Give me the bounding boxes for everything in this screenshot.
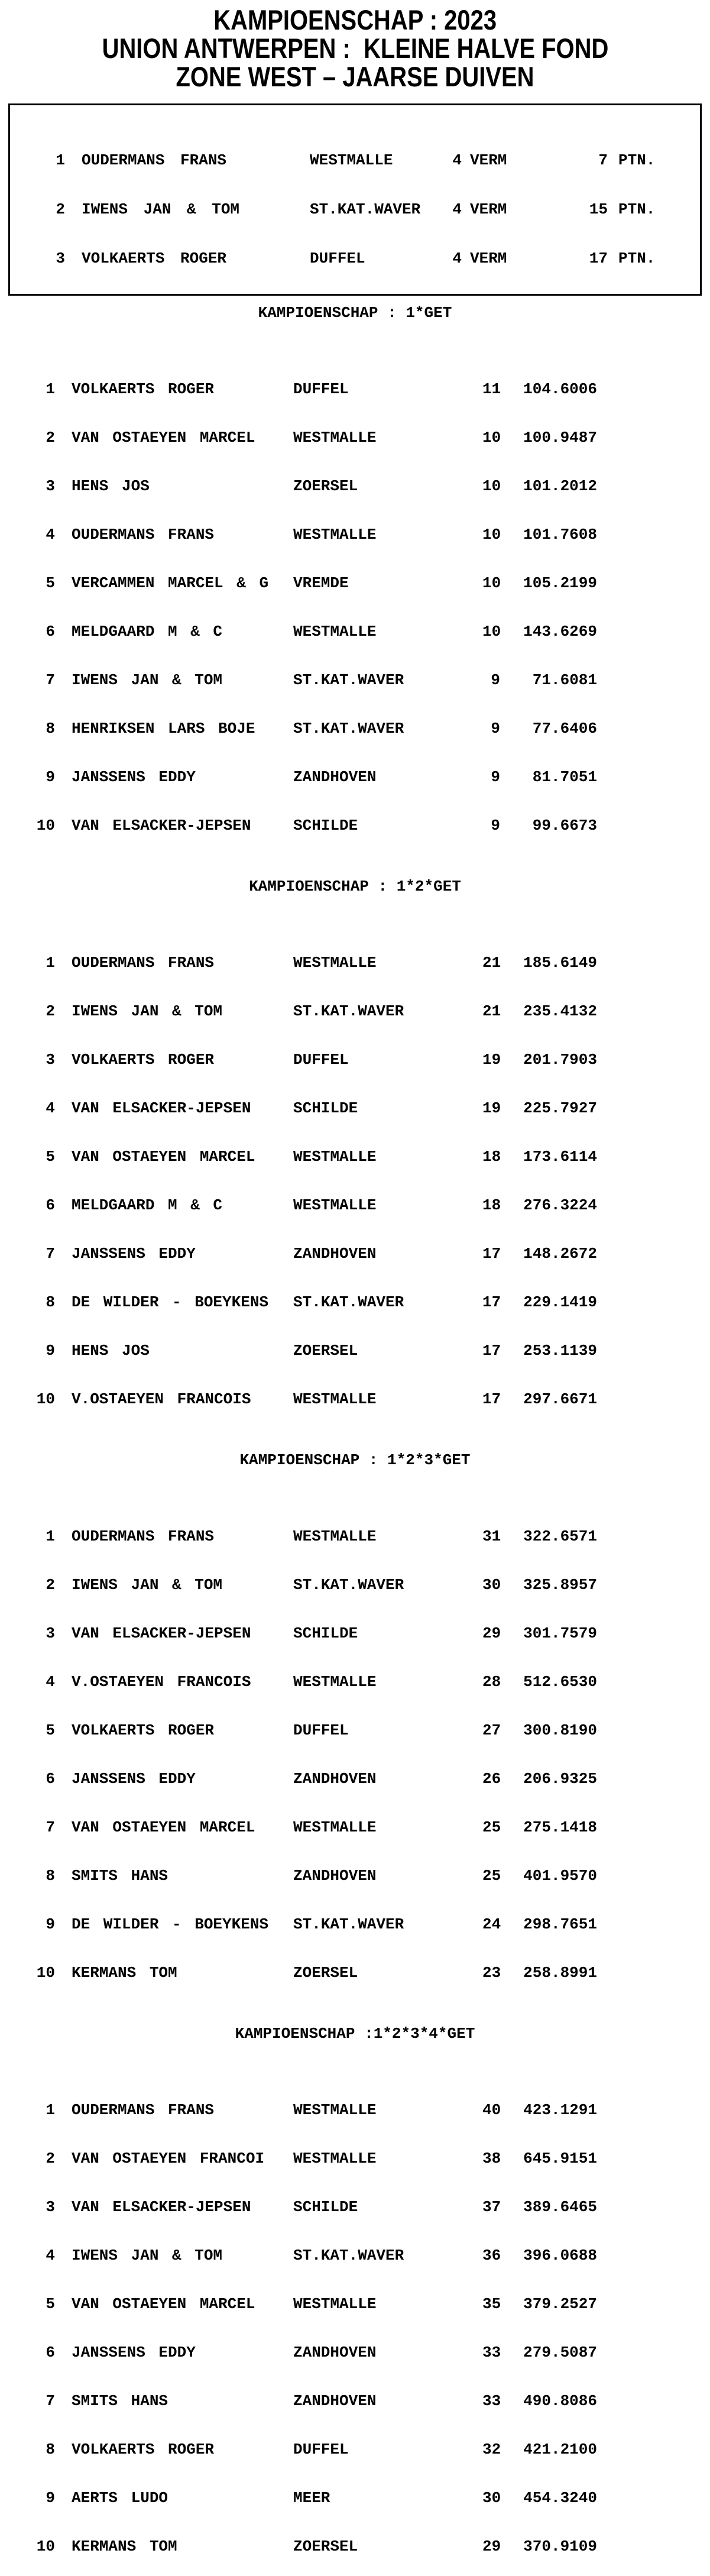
coefficient-cell: 77.6406 xyxy=(532,720,597,737)
name-cell: VAN OSTAEYEN MARCEL xyxy=(72,2295,255,2313)
count-cell: 9 xyxy=(491,671,500,689)
coefficient-cell: 279.5087 xyxy=(523,2344,597,2361)
name-cell: IWENS JAN & TOM xyxy=(72,1576,223,1594)
place-cell: DUFFEL xyxy=(293,2441,349,2458)
name-cell: VOLKAERTS ROGER xyxy=(72,380,215,398)
coefficient-cell: 104.6006 xyxy=(523,380,597,398)
place-cell: ST.KAT.WAVER xyxy=(310,200,421,218)
count-cell: 29 xyxy=(482,2538,501,2555)
coefficient-cell: 454.3240 xyxy=(523,2489,597,2507)
page-title-year: KAMPIOENSCHAP : 2023 xyxy=(213,4,497,35)
rank-cell: 5 xyxy=(46,574,55,592)
coefficient-cell: 235.4132 xyxy=(523,1002,597,1020)
rank-cell: 2 xyxy=(56,200,65,218)
coefficient-cell: 275.1418 xyxy=(523,1818,597,1836)
coefficient-cell: 423.1291 xyxy=(523,2101,597,2119)
rank-cell: 1 xyxy=(46,380,55,398)
coefficient-cell: 101.2012 xyxy=(523,477,597,495)
count-cell: 9 xyxy=(491,768,500,786)
count-cell: 17 xyxy=(482,1342,501,1360)
coefficient-cell: 389.6465 xyxy=(523,2198,597,2216)
rank-cell: 3 xyxy=(46,2198,55,2216)
count-cell: 28 xyxy=(482,1673,501,1691)
count-label-cell: VERM xyxy=(470,200,507,218)
coefficient-cell: 100.9487 xyxy=(523,429,597,446)
table-row xyxy=(0,1868,710,1884)
name-cell: VAN OSTAEYEN MARCEL xyxy=(72,429,255,446)
table-row xyxy=(0,954,710,971)
rank-cell: 6 xyxy=(46,1770,55,1788)
document-header xyxy=(0,0,710,91)
place-cell: ZOERSEL xyxy=(293,1342,358,1360)
rank-cell: 2 xyxy=(46,1576,55,1594)
points-label-cell: PTN. xyxy=(618,200,656,218)
name-cell: VAN OSTAEYEN MARCEL xyxy=(72,1148,255,1166)
coefficient-cell: 105.2199 xyxy=(523,574,597,592)
place-cell: WESTMALLE xyxy=(293,1390,377,1408)
table-row xyxy=(0,623,710,640)
name-cell: IWENS JAN & TOM xyxy=(72,671,223,689)
name-cell: MELDGAARD M & C xyxy=(72,623,223,640)
coefficient-cell: 401.9570 xyxy=(523,1867,597,1885)
table-row xyxy=(0,1722,710,1739)
points-cell: 17 xyxy=(589,250,608,267)
coefficient-cell: 143.6269 xyxy=(523,623,597,640)
place-cell: ZOERSEL xyxy=(293,477,358,495)
place-cell: ST.KAT.WAVER xyxy=(293,1915,404,1933)
table-row xyxy=(0,1051,710,1068)
coefficient-cell: 101.7608 xyxy=(523,526,597,543)
coefficient-cell: 201.7903 xyxy=(523,1051,597,1069)
points-label-cell: PTN. xyxy=(618,151,656,169)
place-cell: ST.KAT.WAVER xyxy=(293,720,404,737)
section-header: KAMPIOENSCHAP : 1*2*GET xyxy=(249,878,461,895)
count-cell: 37 xyxy=(482,2198,501,2216)
place-cell: ST.KAT.WAVER xyxy=(293,1002,404,1020)
table-row xyxy=(0,1577,710,1593)
points-cell: 15 xyxy=(589,200,608,218)
coefficient-cell: 421.2100 xyxy=(523,2441,597,2458)
name-cell: OUDERMANS FRANS xyxy=(72,954,215,972)
place-cell: WESTMALLE xyxy=(293,623,377,640)
rank-cell: 5 xyxy=(46,1148,55,1166)
count-cell: 19 xyxy=(482,1099,501,1117)
table-row xyxy=(0,2393,710,2409)
section-header: KAMPIOENSCHAP : 1*GET xyxy=(258,304,452,322)
name-cell: IWENS JAN & TOM xyxy=(72,2247,223,2264)
table-row xyxy=(0,1391,710,1407)
place-cell: ZANDHOVEN xyxy=(293,2392,377,2410)
place-cell: DUFFEL xyxy=(293,380,349,398)
place-cell: SCHILDE xyxy=(293,1624,358,1642)
name-cell: VAN ELSACKER-JEPSEN xyxy=(72,1099,251,1117)
count-cell: 36 xyxy=(482,2247,501,2264)
place-cell: ZANDHOVEN xyxy=(293,2344,377,2361)
place-cell: WESTMALLE xyxy=(293,429,377,446)
coefficient-cell: 148.2672 xyxy=(523,1245,597,1263)
table-row xyxy=(10,250,700,267)
table-row xyxy=(0,1148,710,1165)
coefficient-cell: 370.9109 xyxy=(523,2538,597,2555)
name-cell: JANSSENS EDDY xyxy=(72,768,196,786)
table-row xyxy=(10,201,700,218)
name-cell: VAN ELSACKER-JEPSEN xyxy=(72,2198,251,2216)
count-cell: 30 xyxy=(482,1576,501,1594)
coefficient-cell: 379.2527 xyxy=(523,2295,597,2313)
count-cell: 9 xyxy=(491,817,500,834)
rank-cell: 9 xyxy=(46,768,55,786)
place-cell: WESTMALLE xyxy=(293,1148,377,1166)
count-cell: 33 xyxy=(482,2392,501,2410)
name-cell: HENRIKSEN LARS BOJE xyxy=(72,720,255,737)
rank-cell: 2 xyxy=(46,1002,55,1020)
rank-cell: 8 xyxy=(46,1293,55,1311)
name-cell: OUDERMANS FRANS xyxy=(72,526,215,543)
section-table xyxy=(0,912,710,1429)
section-header: KAMPIOENSCHAP : 1*2*3*GET xyxy=(239,1451,471,1469)
count-cell: 40 xyxy=(482,2101,501,2119)
rank-cell: 9 xyxy=(46,2489,55,2507)
place-cell: SCHILDE xyxy=(293,817,358,834)
count-cell: 23 xyxy=(482,1964,501,1982)
rank-cell: 10 xyxy=(36,817,55,834)
section-12get xyxy=(0,878,710,1429)
place-cell: VREMDE xyxy=(293,574,349,592)
name-cell: AERTS LUDO xyxy=(72,2489,168,2507)
table-row xyxy=(0,2538,710,2555)
table-row xyxy=(0,2102,710,2118)
place-cell: WESTMALLE xyxy=(293,1673,377,1691)
table-row xyxy=(0,2344,710,2361)
count-cell: 18 xyxy=(482,1148,501,1166)
name-cell: JANSSENS EDDY xyxy=(72,2344,196,2361)
rank-cell: 7 xyxy=(46,1245,55,1263)
name-cell: VERCAMMEN MARCEL & G xyxy=(72,574,269,592)
table-row xyxy=(0,1965,710,1981)
rank-cell: 6 xyxy=(46,1196,55,1214)
coefficient-cell: 173.6114 xyxy=(523,1148,597,1166)
rank-cell: 9 xyxy=(46,1915,55,1933)
rank-cell: 10 xyxy=(36,1390,55,1408)
table-row xyxy=(0,1003,710,1020)
place-cell: WESTMALLE xyxy=(293,2295,377,2313)
place-cell: WESTMALLE xyxy=(293,526,377,543)
coefficient-cell: 258.8991 xyxy=(523,1964,597,1982)
rank-cell: 8 xyxy=(46,2441,55,2458)
coefficient-cell: 81.7051 xyxy=(532,768,597,786)
rank-cell: 10 xyxy=(36,2538,55,2555)
section-header: KAMPIOENSCHAP :1*2*3*4*GET xyxy=(235,2025,475,2043)
coefficient-cell: 206.9325 xyxy=(523,1770,597,1788)
name-cell: KERMANS TOM xyxy=(72,1964,177,1982)
coefficient-cell: 512.6530 xyxy=(523,1673,597,1691)
table-row xyxy=(0,672,710,688)
table-row xyxy=(0,1819,710,1836)
count-cell: 25 xyxy=(482,1818,501,1836)
count-cell: 10 xyxy=(482,477,501,495)
place-cell: ZANDHOVEN xyxy=(293,1770,377,1788)
table-row xyxy=(10,152,700,169)
table-row xyxy=(0,2150,710,2167)
place-cell: ST.KAT.WAVER xyxy=(293,1293,404,1311)
count-cell: 17 xyxy=(482,1390,501,1408)
table-row xyxy=(0,1771,710,1787)
name-cell: DE WILDER - BOEYKENS xyxy=(72,1293,269,1311)
count-cell: 29 xyxy=(482,1624,501,1642)
table-row xyxy=(0,429,710,446)
name-cell: V.OSTAEYEN FRANCOIS xyxy=(72,1390,251,1408)
place-cell: MEER xyxy=(293,2489,330,2507)
count-cell: 4 xyxy=(452,151,462,169)
place-cell: ZOERSEL xyxy=(293,2538,358,2555)
count-cell: 32 xyxy=(482,2441,501,2458)
table-row xyxy=(0,1916,710,1933)
section-table xyxy=(0,1486,710,2002)
coefficient-cell: 300.8190 xyxy=(523,1721,597,1739)
name-cell: MELDGAARD M & C xyxy=(72,1196,223,1214)
rank-cell: 8 xyxy=(46,1867,55,1885)
name-cell: VOLKAERTS ROGER xyxy=(82,250,227,267)
rank-cell: 7 xyxy=(46,671,55,689)
section-1234get xyxy=(0,2025,710,2576)
count-cell: 25 xyxy=(482,1867,501,1885)
name-cell: VAN ELSACKER-JEPSEN xyxy=(72,817,251,834)
table-row xyxy=(0,817,710,834)
rank-cell: 10 xyxy=(36,1964,55,1982)
coefficient-cell: 229.1419 xyxy=(523,1293,597,1311)
place-cell: DUFFEL xyxy=(293,1051,349,1069)
count-label-cell: VERM xyxy=(470,151,507,169)
page-title-union: UNION ANTWERPEN : KLEINE HALVE FOND xyxy=(102,33,608,64)
rank-cell: 4 xyxy=(46,2247,55,2264)
place-cell: WESTMALLE xyxy=(293,2101,377,2119)
points-cell: 7 xyxy=(598,151,608,169)
name-cell: VAN OSTAEYEN FRANCOI xyxy=(72,2150,265,2167)
section-table xyxy=(0,2059,710,2576)
rank-cell: 5 xyxy=(46,2295,55,2313)
coefficient-cell: 490.8086 xyxy=(523,2392,597,2410)
place-cell: WESTMALLE xyxy=(293,1196,377,1214)
coefficient-cell: 185.6149 xyxy=(523,954,597,972)
table-row xyxy=(0,720,710,737)
rank-cell: 3 xyxy=(46,477,55,495)
place-cell: WESTMALLE xyxy=(310,151,393,169)
count-cell: 21 xyxy=(482,954,501,972)
count-cell: 35 xyxy=(482,2295,501,2313)
count-cell: 18 xyxy=(482,1196,501,1214)
coefficient-cell: 276.3224 xyxy=(523,1196,597,1214)
count-label-cell: VERM xyxy=(470,250,507,267)
name-cell: KERMANS TOM xyxy=(72,2538,177,2555)
count-cell: 26 xyxy=(482,1770,501,1788)
table-row xyxy=(0,2296,710,2312)
count-cell: 19 xyxy=(482,1051,501,1069)
section-table xyxy=(0,338,710,855)
rank-cell: 6 xyxy=(46,2344,55,2361)
table-row xyxy=(0,2441,710,2458)
rank-cell: 3 xyxy=(46,1051,55,1069)
count-cell: 21 xyxy=(482,1002,501,1020)
table-row xyxy=(0,1197,710,1213)
rank-cell: 4 xyxy=(46,1673,55,1691)
place-cell: ZANDHOVEN xyxy=(293,1245,377,1263)
name-cell: SMITS HANS xyxy=(72,1867,168,1885)
coefficient-cell: 253.1139 xyxy=(523,1342,597,1360)
rank-cell: 1 xyxy=(46,2101,55,2119)
name-cell: JANSSENS EDDY xyxy=(72,1245,196,1263)
rank-cell: 3 xyxy=(56,250,65,267)
coefficient-cell: 325.8957 xyxy=(523,1576,597,1594)
rank-cell: 6 xyxy=(46,623,55,640)
place-cell: DUFFEL xyxy=(310,250,365,267)
table-row xyxy=(0,381,710,397)
count-cell: 9 xyxy=(491,720,500,737)
rank-cell: 9 xyxy=(46,1342,55,1360)
rank-cell: 5 xyxy=(46,1721,55,1739)
table-row xyxy=(0,478,710,494)
rank-cell: 7 xyxy=(46,1818,55,1836)
coefficient-cell: 645.9151 xyxy=(523,2150,597,2167)
coefficient-cell: 99.6673 xyxy=(532,817,597,834)
count-cell: 17 xyxy=(482,1293,501,1311)
rank-cell: 1 xyxy=(56,151,65,169)
table-row xyxy=(0,1674,710,1690)
count-cell: 38 xyxy=(482,2150,501,2167)
place-cell: SCHILDE xyxy=(293,2198,358,2216)
place-cell: SCHILDE xyxy=(293,1099,358,1117)
place-cell: ZOERSEL xyxy=(293,1964,358,1982)
count-cell: 17 xyxy=(482,1245,501,1263)
table-row xyxy=(0,2199,710,2215)
coefficient-cell: 396.0688 xyxy=(523,2247,597,2264)
rank-cell: 4 xyxy=(46,526,55,543)
place-cell: WESTMALLE xyxy=(293,2150,377,2167)
table-row xyxy=(0,769,710,785)
count-cell: 31 xyxy=(482,1528,501,1545)
coefficient-cell: 297.6671 xyxy=(523,1390,597,1408)
count-cell: 11 xyxy=(482,380,501,398)
count-cell: 10 xyxy=(482,429,501,446)
place-cell: ST.KAT.WAVER xyxy=(293,2247,404,2264)
table-row xyxy=(0,1245,710,1262)
place-cell: WESTMALLE xyxy=(293,1818,377,1836)
name-cell: SMITS HANS xyxy=(72,2392,168,2410)
coefficient-cell: 225.7927 xyxy=(523,1099,597,1117)
count-cell: 30 xyxy=(482,2489,501,2507)
page-title-zone: ZONE WEST – JAARSE DUIVEN xyxy=(176,61,534,92)
count-cell: 27 xyxy=(482,1721,501,1739)
name-cell: JANSSENS EDDY xyxy=(72,1770,196,1788)
name-cell: HENS JOS xyxy=(72,1342,150,1360)
place-cell: ZANDHOVEN xyxy=(293,768,377,786)
rank-cell: 4 xyxy=(46,1099,55,1117)
table-row xyxy=(0,2490,710,2506)
count-cell: 33 xyxy=(482,2344,501,2361)
name-cell: V.OSTAEYEN FRANCOIS xyxy=(72,1673,251,1691)
points-label-cell: PTN. xyxy=(618,250,656,267)
table-row xyxy=(0,2247,710,2264)
count-cell: 24 xyxy=(482,1915,501,1933)
section-123get xyxy=(0,1451,710,2002)
coefficient-cell: 301.7579 xyxy=(523,1624,597,1642)
place-cell: ST.KAT.WAVER xyxy=(293,1576,404,1594)
section-1get xyxy=(0,304,710,855)
rank-cell: 3 xyxy=(46,1624,55,1642)
coefficient-cell: 322.6571 xyxy=(523,1528,597,1545)
name-cell: IWENS JAN & TOM xyxy=(72,1002,223,1020)
rank-cell: 8 xyxy=(46,720,55,737)
name-cell: HENS JOS xyxy=(72,477,150,495)
rank-cell: 2 xyxy=(46,2150,55,2167)
count-cell: 4 xyxy=(452,250,462,267)
rank-cell: 7 xyxy=(46,2392,55,2410)
table-row xyxy=(0,1625,710,1642)
name-cell: DE WILDER - BOEYKENS xyxy=(72,1915,269,1933)
rank-cell: 1 xyxy=(46,1528,55,1545)
table-row xyxy=(0,526,710,543)
table-row xyxy=(0,1342,710,1359)
count-cell: 10 xyxy=(482,623,501,640)
rank-cell: 1 xyxy=(46,954,55,972)
name-cell: OUDERMANS FRANS xyxy=(82,151,227,169)
name-cell: VOLKAERTS ROGER xyxy=(72,1051,215,1069)
place-cell: WESTMALLE xyxy=(293,1528,377,1545)
table-row xyxy=(0,1100,710,1117)
count-cell: 4 xyxy=(452,200,462,218)
table-row xyxy=(0,1294,710,1310)
name-cell: IWENS JAN & TOM xyxy=(82,200,240,218)
place-cell: WESTMALLE xyxy=(293,954,377,972)
summary-box xyxy=(8,103,702,296)
table-row xyxy=(0,1528,710,1545)
place-cell: ST.KAT.WAVER xyxy=(293,671,404,689)
table-row xyxy=(0,575,710,591)
count-cell: 10 xyxy=(482,574,501,592)
name-cell: VAN ELSACKER-JEPSEN xyxy=(72,1624,251,1642)
name-cell: VOLKAERTS ROGER xyxy=(72,1721,215,1739)
rank-cell: 2 xyxy=(46,429,55,446)
coefficient-cell: 298.7651 xyxy=(523,1915,597,1933)
place-cell: ZANDHOVEN xyxy=(293,1867,377,1885)
place-cell: DUFFEL xyxy=(293,1721,349,1739)
count-cell: 10 xyxy=(482,526,501,543)
name-cell: OUDERMANS FRANS xyxy=(72,1528,215,1545)
coefficient-cell: 71.6081 xyxy=(532,671,597,689)
name-cell: VOLKAERTS ROGER xyxy=(72,2441,215,2458)
name-cell: VAN OSTAEYEN MARCEL xyxy=(72,1818,255,1836)
name-cell: OUDERMANS FRANS xyxy=(72,2101,215,2119)
